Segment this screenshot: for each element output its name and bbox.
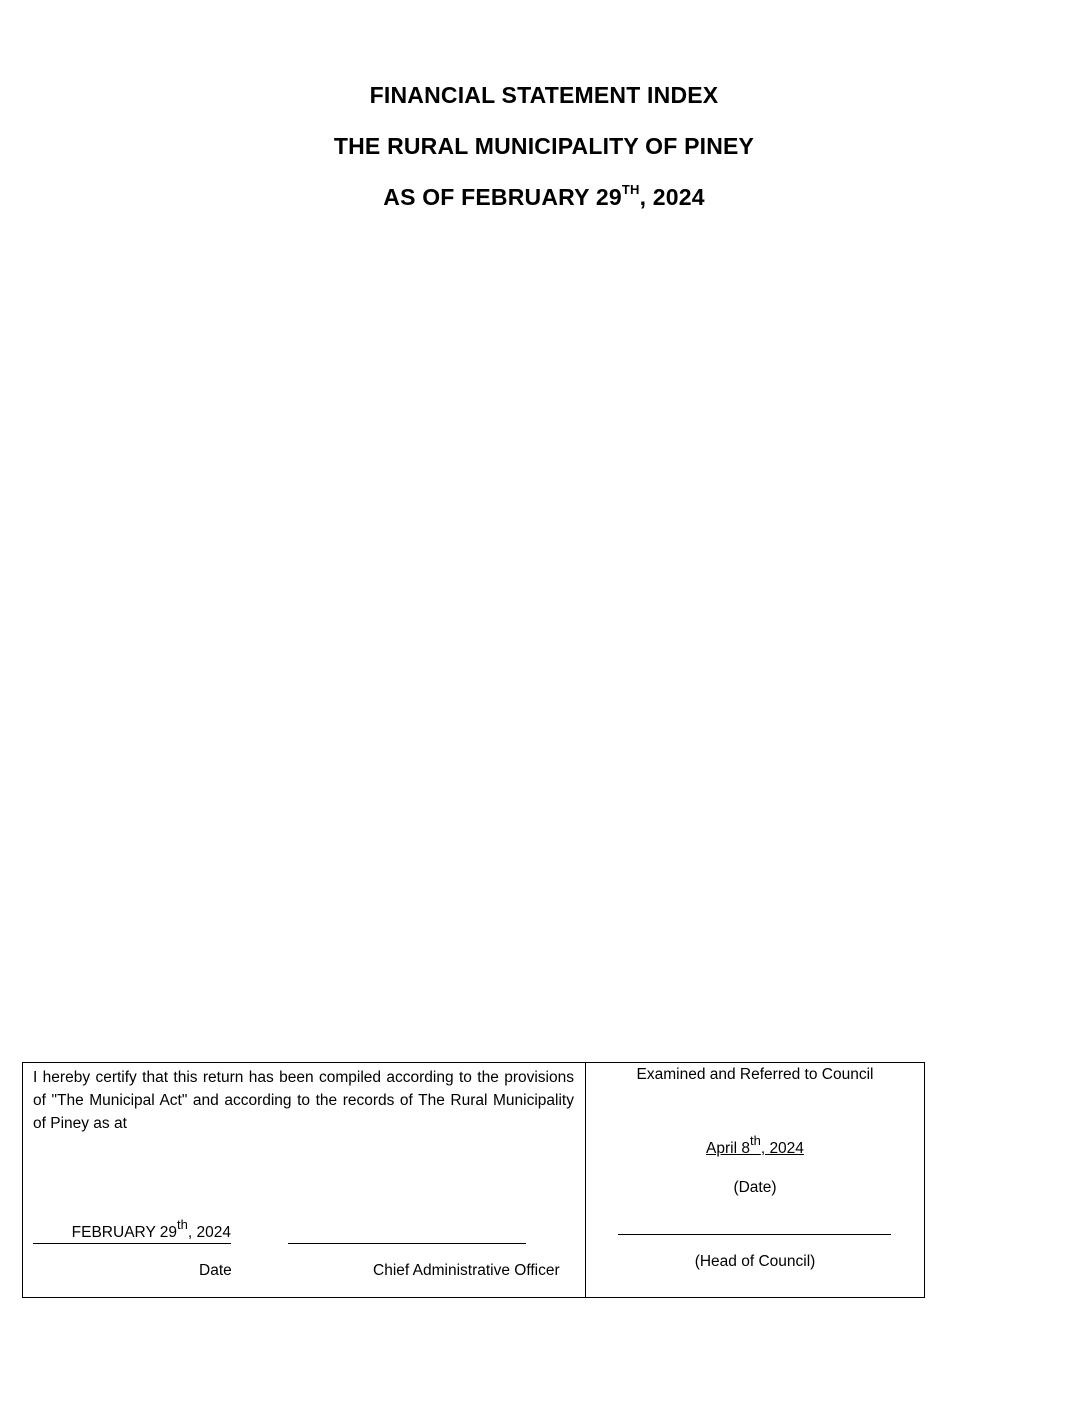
officer-signature-line xyxy=(288,1243,526,1244)
certification-date-sup: th xyxy=(177,1216,188,1232)
certification-text: I hereby certify that this return has been compiled according to the provisions of "The Municipal Act" and according to the records of The Rural Municipality of Piney as at xyxy=(33,1069,574,1132)
council-date-year: , 2024 xyxy=(760,1140,804,1157)
date-label: Date xyxy=(199,1262,232,1279)
statement-date-main: AS OF FEBRUARY 29 xyxy=(383,184,622,210)
council-date-sup: th xyxy=(749,1132,761,1148)
council-date-label: (Date) xyxy=(733,1179,777,1196)
council-date xyxy=(586,1132,924,1158)
certification-box xyxy=(22,1062,925,1298)
certification-date xyxy=(33,1216,231,1244)
officer-label: Chief Administrative Officer xyxy=(373,1262,560,1279)
document-title: FINANCIAL STATEMENT INDEX xyxy=(369,82,719,108)
head-signature-line xyxy=(618,1234,891,1235)
council-heading: Examined and Referred to Council xyxy=(636,1066,874,1083)
head-of-council-label: (Head of Council) xyxy=(694,1253,816,1270)
statement-date-suffix-sup: TH xyxy=(621,182,640,198)
statement-date-year: , 2024 xyxy=(639,184,705,210)
certification-date-main: FEBRUARY 29 xyxy=(71,1224,178,1241)
council-date-main: April 8 xyxy=(706,1140,750,1157)
statement-date xyxy=(0,184,1088,211)
municipality-name: THE RURAL MUNICIPALITY OF PINEY xyxy=(333,133,755,159)
certification-date-year: , 2024 xyxy=(187,1224,231,1241)
